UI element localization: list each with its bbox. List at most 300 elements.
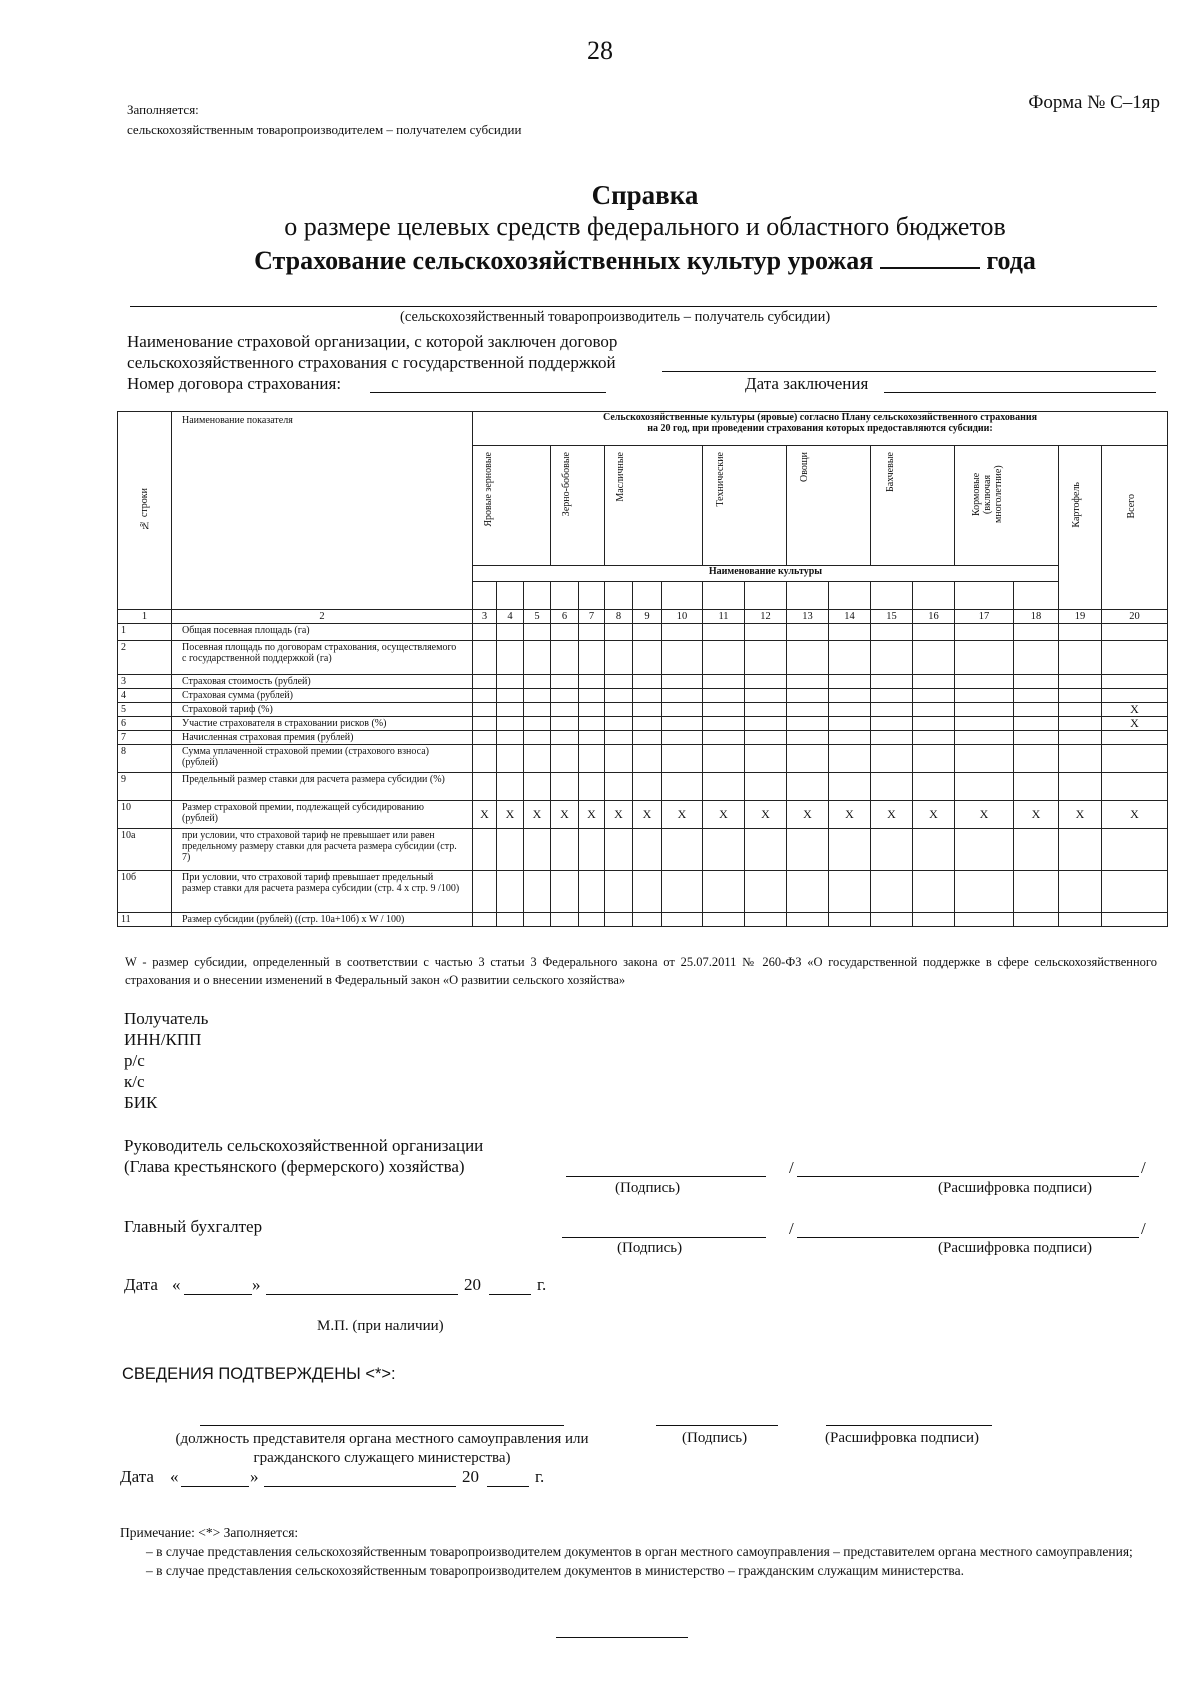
value-cell[interactable] xyxy=(787,871,829,913)
head-signature-field[interactable] xyxy=(566,1176,766,1177)
value-cell[interactable] xyxy=(745,675,787,689)
value-cell[interactable] xyxy=(871,745,913,773)
value-cell[interactable] xyxy=(787,624,829,641)
culture-name-cell[interactable] xyxy=(955,582,1014,610)
value-cell[interactable] xyxy=(955,689,1014,703)
value-cell[interactable] xyxy=(955,624,1014,641)
value-cell[interactable] xyxy=(871,675,913,689)
value-cell[interactable] xyxy=(524,773,551,801)
value-cell[interactable] xyxy=(662,913,703,927)
value-cell[interactable] xyxy=(524,745,551,773)
date2-year-field[interactable] xyxy=(487,1486,529,1487)
row-number: 8 xyxy=(118,745,172,773)
value-cell[interactable] xyxy=(605,641,633,675)
value-cell[interactable] xyxy=(524,703,551,717)
value-cell[interactable] xyxy=(551,703,579,717)
table-row xyxy=(118,773,1168,801)
row-number: 3 xyxy=(118,675,172,689)
value-cell[interactable] xyxy=(633,773,662,801)
value-cell[interactable] xyxy=(955,745,1014,773)
value-cell[interactable] xyxy=(605,731,633,745)
value-cell[interactable] xyxy=(551,913,579,927)
position-caption-line2: гражданского служащего министерства) xyxy=(253,1450,511,1466)
title-insurance-text: Страхование сельскохозяйственных культур урожая xyxy=(254,246,874,275)
value-cell[interactable] xyxy=(497,703,524,717)
value-cell[interactable] xyxy=(1059,745,1102,773)
value-cell[interactable] xyxy=(829,689,871,703)
value-cell[interactable] xyxy=(497,717,524,731)
value-cell[interactable] xyxy=(829,913,871,927)
value-cell[interactable] xyxy=(662,624,703,641)
value-cell[interactable] xyxy=(579,641,605,675)
culture-name-cell[interactable] xyxy=(745,582,787,610)
quote-open: « xyxy=(172,1275,181,1294)
value-cell[interactable] xyxy=(633,731,662,745)
date-label: Дата xyxy=(124,1275,158,1294)
value-cell[interactable] xyxy=(829,624,871,641)
value-cell[interactable] xyxy=(871,689,913,703)
value-cell[interactable] xyxy=(473,913,497,927)
culture-name-cell[interactable] xyxy=(1014,582,1059,610)
value-cell[interactable] xyxy=(829,717,871,731)
value-cell[interactable] xyxy=(1102,829,1168,871)
value-cell[interactable] xyxy=(524,641,551,675)
value-cell[interactable] xyxy=(605,675,633,689)
value-cell[interactable] xyxy=(1102,745,1168,773)
value-cell[interactable] xyxy=(1014,745,1059,773)
value-cell[interactable] xyxy=(497,624,524,641)
confirm-decode-caption: (Расшифровка подписи) xyxy=(825,1430,979,1446)
value-cell[interactable] xyxy=(955,703,1014,717)
value-cell[interactable] xyxy=(787,731,829,745)
value-cell[interactable] xyxy=(579,913,605,927)
row-indicator-name: Участие страхователя в страховании рисков (%) xyxy=(172,717,473,731)
header-technical: Технические xyxy=(703,446,787,566)
value-cell[interactable] xyxy=(1059,871,1102,913)
value-cell[interactable] xyxy=(579,871,605,913)
value-cell[interactable] xyxy=(1059,641,1102,675)
value-cell[interactable] xyxy=(605,829,633,871)
value-cell[interactable] xyxy=(579,731,605,745)
value-cell[interactable] xyxy=(1014,773,1059,801)
date-day-field[interactable] xyxy=(184,1294,252,1295)
culture-name-cell[interactable] xyxy=(829,582,871,610)
date2-month-field[interactable] xyxy=(264,1486,456,1487)
value-cell[interactable] xyxy=(473,829,497,871)
value-cell[interactable] xyxy=(1102,773,1168,801)
value-cell[interactable] xyxy=(633,871,662,913)
value-cell[interactable] xyxy=(787,703,829,717)
culture-name-cell[interactable] xyxy=(605,582,633,610)
value-cell[interactable] xyxy=(829,871,871,913)
value-cell[interactable] xyxy=(787,913,829,927)
value-cell[interactable] xyxy=(662,641,703,675)
bik-label: БИК xyxy=(124,1093,158,1112)
value-cell[interactable] xyxy=(703,624,745,641)
doc-title-insurance xyxy=(0,245,1200,276)
value-cell[interactable] xyxy=(1014,703,1059,717)
doc-subtitle: о размере целевых средств федерального и областного бюджетов xyxy=(284,212,1006,241)
column-number: 16 xyxy=(913,610,955,624)
value-cell[interactable] xyxy=(1014,675,1059,689)
value-cell[interactable] xyxy=(1059,703,1102,717)
value-cell[interactable] xyxy=(1014,871,1059,913)
value-cell[interactable] xyxy=(745,829,787,871)
x-mark: Х xyxy=(745,801,787,829)
culture-name-cell[interactable] xyxy=(871,582,913,610)
value-cell[interactable] xyxy=(1014,689,1059,703)
year-blank-field[interactable] xyxy=(880,245,980,269)
value-cell[interactable] xyxy=(913,731,955,745)
value-cell[interactable] xyxy=(871,773,913,801)
value-cell[interactable] xyxy=(551,773,579,801)
bottom-divider xyxy=(556,1637,688,1638)
value-cell[interactable] xyxy=(551,829,579,871)
value-cell[interactable] xyxy=(871,624,913,641)
value-cell[interactable] xyxy=(551,871,579,913)
value-cell[interactable] xyxy=(1059,624,1102,641)
value-cell[interactable] xyxy=(1102,731,1168,745)
column-number: 14 xyxy=(829,610,871,624)
slash-mark: / xyxy=(789,1219,794,1238)
value-cell[interactable] xyxy=(955,773,1014,801)
value-cell[interactable] xyxy=(871,731,913,745)
date-label-2: Дата xyxy=(120,1467,154,1486)
value-cell[interactable] xyxy=(497,829,524,871)
value-cell[interactable] xyxy=(1014,624,1059,641)
slash-mark: / xyxy=(789,1158,794,1177)
value-cell[interactable] xyxy=(703,689,745,703)
value-cell[interactable] xyxy=(662,829,703,871)
producer-line[interactable] xyxy=(130,306,1157,307)
value-cell[interactable] xyxy=(497,689,524,703)
value-cell[interactable] xyxy=(662,745,703,773)
value-cell[interactable] xyxy=(745,717,787,731)
x-mark: Х xyxy=(1102,717,1168,731)
value-cell[interactable] xyxy=(871,829,913,871)
value-cell[interactable] xyxy=(633,675,662,689)
value-cell[interactable] xyxy=(473,675,497,689)
value-cell[interactable] xyxy=(787,689,829,703)
head-signature-caption: (Подпись) xyxy=(615,1180,681,1196)
insurer-field[interactable] xyxy=(662,371,1156,372)
value-cell[interactable] xyxy=(1059,829,1102,871)
value-cell[interactable] xyxy=(551,689,579,703)
value-cell[interactable] xyxy=(633,745,662,773)
value-cell[interactable] xyxy=(633,829,662,871)
value-cell[interactable] xyxy=(829,829,871,871)
value-cell[interactable] xyxy=(1059,675,1102,689)
culture-name-cell[interactable] xyxy=(579,582,605,610)
column-number: 5 xyxy=(524,610,551,624)
value-cell[interactable] xyxy=(497,773,524,801)
header-row-no: № строки xyxy=(118,412,172,610)
value-cell[interactable] xyxy=(787,641,829,675)
value-cell[interactable] xyxy=(745,773,787,801)
value-cell[interactable] xyxy=(955,871,1014,913)
value-cell[interactable] xyxy=(524,689,551,703)
date2-day-field[interactable] xyxy=(181,1486,249,1487)
value-cell[interactable] xyxy=(662,717,703,731)
value-cell[interactable] xyxy=(497,745,524,773)
value-cell[interactable] xyxy=(473,731,497,745)
value-cell[interactable] xyxy=(871,913,913,927)
value-cell[interactable] xyxy=(579,675,605,689)
value-cell[interactable] xyxy=(787,773,829,801)
insurer-label-line2: сельскохозяйственного страхования с государственной поддержкой xyxy=(127,353,616,372)
value-cell[interactable] xyxy=(1014,913,1059,927)
value-cell[interactable] xyxy=(955,675,1014,689)
value-cell[interactable] xyxy=(662,773,703,801)
value-cell[interactable] xyxy=(579,717,605,731)
column-number: 7 xyxy=(579,610,605,624)
header-fodder: Кормовые (включая многолетние) xyxy=(955,446,1059,566)
position-field[interactable] xyxy=(200,1425,564,1426)
value-cell[interactable] xyxy=(551,731,579,745)
date-year-field[interactable] xyxy=(489,1294,531,1295)
culture-name-cell[interactable] xyxy=(633,582,662,610)
accountant-signature-field[interactable] xyxy=(562,1237,766,1238)
value-cell[interactable] xyxy=(473,641,497,675)
head-title-line1: Руководитель сельскохозяйственной организации xyxy=(124,1136,484,1155)
x-mark: Х xyxy=(1059,801,1102,829)
value-cell[interactable] xyxy=(1014,829,1059,871)
value-cell[interactable] xyxy=(913,689,955,703)
head-title-line2: (Глава крестьянского (фермерского) хозяйства) xyxy=(124,1157,465,1176)
value-cell[interactable] xyxy=(605,913,633,927)
value-cell[interactable] xyxy=(787,829,829,871)
value-cell[interactable] xyxy=(829,641,871,675)
value-cell[interactable] xyxy=(955,717,1014,731)
value-cell[interactable] xyxy=(579,745,605,773)
value-cell[interactable] xyxy=(605,773,633,801)
value-cell[interactable] xyxy=(703,829,745,871)
confirm-decode-field[interactable] xyxy=(826,1425,992,1426)
value-cell[interactable] xyxy=(473,703,497,717)
value-cell[interactable] xyxy=(473,745,497,773)
value-cell[interactable] xyxy=(524,731,551,745)
value-cell[interactable] xyxy=(633,717,662,731)
value-cell[interactable] xyxy=(787,675,829,689)
value-cell[interactable] xyxy=(605,745,633,773)
value-cell[interactable] xyxy=(913,624,955,641)
value-cell[interactable] xyxy=(1059,913,1102,927)
value-cell[interactable] xyxy=(579,703,605,717)
value-cell[interactable] xyxy=(497,641,524,675)
value-cell[interactable] xyxy=(871,641,913,675)
value-cell[interactable] xyxy=(1059,689,1102,703)
value-cell[interactable] xyxy=(787,717,829,731)
value-cell[interactable] xyxy=(745,689,787,703)
value-cell[interactable] xyxy=(579,829,605,871)
value-cell[interactable] xyxy=(605,717,633,731)
value-cell[interactable] xyxy=(1014,717,1059,731)
date-month-field[interactable] xyxy=(266,1294,458,1295)
value-cell[interactable] xyxy=(1102,913,1168,927)
value-cell[interactable] xyxy=(703,773,745,801)
value-cell[interactable] xyxy=(745,624,787,641)
value-cell[interactable] xyxy=(1102,689,1168,703)
x-mark: Х xyxy=(829,801,871,829)
value-cell[interactable] xyxy=(605,689,633,703)
value-cell[interactable] xyxy=(871,703,913,717)
culture-name-cell[interactable] xyxy=(703,582,745,610)
value-cell[interactable] xyxy=(913,703,955,717)
row-number: 10б xyxy=(118,871,172,913)
value-cell[interactable] xyxy=(955,913,1014,927)
insurer-label-line1: Наименование страховой организации, с которой заключен договор xyxy=(127,332,618,351)
value-cell[interactable] xyxy=(703,871,745,913)
culture-name-cell[interactable] xyxy=(787,582,829,610)
value-cell[interactable] xyxy=(497,675,524,689)
value-cell[interactable] xyxy=(829,675,871,689)
value-cell[interactable] xyxy=(1102,624,1168,641)
value-cell[interactable] xyxy=(829,731,871,745)
value-cell[interactable] xyxy=(955,829,1014,871)
contract-number-label: Номер договора страхования: xyxy=(127,374,342,393)
value-cell[interactable] xyxy=(1014,731,1059,745)
value-cell[interactable] xyxy=(633,703,662,717)
contract-date-field[interactable] xyxy=(884,392,1156,393)
value-cell[interactable] xyxy=(633,689,662,703)
value-cell[interactable] xyxy=(579,624,605,641)
value-cell[interactable] xyxy=(871,717,913,731)
value-cell[interactable] xyxy=(1059,731,1102,745)
row-indicator-name: Размер страховой премии, подлежащей субсидированию (рублей) xyxy=(172,801,473,829)
value-cell[interactable] xyxy=(605,703,633,717)
value-cell[interactable] xyxy=(745,913,787,927)
value-cell[interactable] xyxy=(703,745,745,773)
culture-name-cell[interactable] xyxy=(913,582,955,610)
value-cell[interactable] xyxy=(1059,773,1102,801)
value-cell[interactable] xyxy=(913,641,955,675)
value-cell[interactable] xyxy=(745,871,787,913)
value-cell[interactable] xyxy=(524,913,551,927)
value-cell[interactable] xyxy=(605,871,633,913)
value-cell[interactable] xyxy=(579,689,605,703)
value-cell[interactable] xyxy=(579,773,605,801)
x-mark: Х xyxy=(524,801,551,829)
culture-name-cell[interactable] xyxy=(662,582,703,610)
chief-accountant-label: Главный бухгалтер xyxy=(124,1217,263,1236)
value-cell[interactable] xyxy=(829,773,871,801)
value-cell[interactable] xyxy=(703,703,745,717)
value-cell[interactable] xyxy=(1102,871,1168,913)
culture-name-cell[interactable] xyxy=(497,582,524,610)
value-cell[interactable] xyxy=(662,675,703,689)
value-cell[interactable] xyxy=(913,773,955,801)
ks-label: к/с xyxy=(124,1072,145,1091)
value-cell[interactable] xyxy=(1014,641,1059,675)
column-number: 13 xyxy=(787,610,829,624)
value-cell[interactable] xyxy=(955,641,1014,675)
value-cell[interactable] xyxy=(473,689,497,703)
value-cell[interactable] xyxy=(703,675,745,689)
contract-number-field[interactable] xyxy=(370,392,606,393)
row-indicator-name: при условии, что страховой тариф не превышает или равен предельному размеру ставки для расчета размера субсидии (стр. 7) xyxy=(172,829,473,871)
value-cell[interactable] xyxy=(524,829,551,871)
fill-note-line1: Заполняется: xyxy=(127,102,199,117)
x-mark: Х xyxy=(497,801,524,829)
value-cell[interactable] xyxy=(913,829,955,871)
value-cell[interactable] xyxy=(633,641,662,675)
value-cell[interactable] xyxy=(955,731,1014,745)
value-cell[interactable] xyxy=(913,871,955,913)
value-cell[interactable] xyxy=(703,641,745,675)
confirm-signature-field[interactable] xyxy=(656,1425,778,1426)
value-cell[interactable] xyxy=(913,913,955,927)
value-cell[interactable] xyxy=(524,717,551,731)
value-cell[interactable] xyxy=(662,689,703,703)
value-cell[interactable] xyxy=(745,731,787,745)
value-cell[interactable] xyxy=(913,717,955,731)
value-cell[interactable] xyxy=(1102,641,1168,675)
value-cell[interactable] xyxy=(662,731,703,745)
value-cell[interactable] xyxy=(1102,675,1168,689)
value-cell[interactable] xyxy=(787,745,829,773)
value-cell[interactable] xyxy=(551,675,579,689)
value-cell[interactable] xyxy=(633,913,662,927)
x-mark: Х xyxy=(703,801,745,829)
accountant-decode-field[interactable] xyxy=(797,1237,1139,1238)
culture-name-cell[interactable] xyxy=(473,582,497,610)
column-number: 15 xyxy=(871,610,913,624)
row-indicator-name: Сумма уплаченной страховой премии (страхового взноса) (рублей) xyxy=(172,745,473,773)
value-cell[interactable] xyxy=(497,913,524,927)
table-row xyxy=(118,689,1168,703)
value-cell[interactable] xyxy=(829,703,871,717)
culture-name-cell[interactable] xyxy=(524,582,551,610)
value-cell[interactable] xyxy=(551,717,579,731)
header-potato: Картофель xyxy=(1059,446,1102,610)
value-cell[interactable] xyxy=(662,871,703,913)
value-cell[interactable] xyxy=(551,641,579,675)
value-cell[interactable] xyxy=(871,871,913,913)
value-cell[interactable] xyxy=(745,703,787,717)
culture-name-cell[interactable] xyxy=(551,582,579,610)
value-cell[interactable] xyxy=(473,871,497,913)
value-cell[interactable] xyxy=(497,871,524,913)
value-cell[interactable] xyxy=(703,731,745,745)
value-cell[interactable] xyxy=(524,624,551,641)
x-mark: Х xyxy=(955,801,1014,829)
value-cell[interactable] xyxy=(473,624,497,641)
value-cell[interactable] xyxy=(913,675,955,689)
value-cell[interactable] xyxy=(473,717,497,731)
value-cell[interactable] xyxy=(745,641,787,675)
position-caption xyxy=(150,1430,614,1468)
value-cell[interactable] xyxy=(605,624,633,641)
value-cell[interactable] xyxy=(473,773,497,801)
value-cell[interactable] xyxy=(745,745,787,773)
column-number: 12 xyxy=(745,610,787,624)
value-cell[interactable] xyxy=(497,731,524,745)
value-cell[interactable] xyxy=(1059,717,1102,731)
value-cell[interactable] xyxy=(703,913,745,927)
value-cell[interactable] xyxy=(703,717,745,731)
head-decode-field[interactable] xyxy=(797,1176,1139,1177)
value-cell[interactable] xyxy=(524,675,551,689)
value-cell[interactable] xyxy=(524,871,551,913)
row-number: 10а xyxy=(118,829,172,871)
value-cell[interactable] xyxy=(662,703,703,717)
value-cell[interactable] xyxy=(551,745,579,773)
header-cultures-line2: на 20 год, при проведении страхования которых предоставляются субсидии: xyxy=(647,423,993,434)
value-cell[interactable] xyxy=(633,624,662,641)
value-cell[interactable] xyxy=(913,745,955,773)
value-cell[interactable] xyxy=(551,624,579,641)
value-cell[interactable] xyxy=(829,745,871,773)
